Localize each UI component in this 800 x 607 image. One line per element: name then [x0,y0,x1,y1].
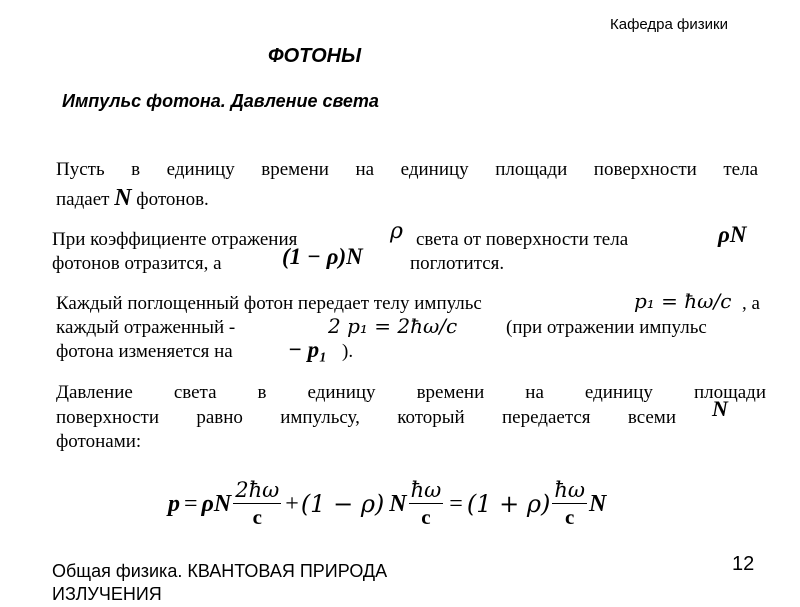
total-photons-symbol: N [712,396,728,421]
rho-symbol: ρ [390,219,403,244]
pressure-formula [168,478,606,530]
formula-fraction-1 [233,478,281,530]
paragraph-intro-line1: Пусть в единицу времени на единицу площади поверхности тела [56,159,758,180]
page-number: 12 [732,553,755,575]
reflection-momentum-note: (при отражении импульс [506,317,707,338]
section-subtitle: Импульс фотона. Давление света [62,91,379,111]
reflection-coefficient-text: При коэффициенте отражения [52,229,298,250]
formula-equals-2: = [449,490,463,517]
page-title: ФОТОНЫ [268,45,362,67]
course-footer-line2: ИЗЛУЧЕНИЯ [52,584,162,605]
formula-one-plus-rho: (1 + ρ) [466,490,551,518]
paragraph-pressure-line1: Давление света в единицу времени на единицу площади [56,382,766,403]
falls-text: падает [56,188,110,210]
momentum-change-text: фотона изменяется на [56,341,233,362]
formula-equals-1: = [184,490,198,517]
momentum-change-symbol: − p₁ [288,337,328,362]
photon-momentum-formula: p₁ = ħω/c [634,289,732,313]
reflected-momentum-formula: 2 p₁ = 2ħω/c [328,314,458,338]
formula-pressure-symbol: p [168,490,180,517]
absorbed-count-formula: (1 − ρ)N [282,244,363,269]
paragraph-momentum [56,286,768,366]
photons-reflected-text: фотонов отразится, а [52,253,222,274]
formula-numerator-2: ħω [410,478,442,502]
paragraph-reflection [52,219,772,284]
absorbed-photon-text: Каждый поглощенный фотон передает телу импульс [56,293,482,314]
formula-n-2: N [588,490,607,517]
photon-count-symbol: N [114,184,132,211]
formula-numerator-3: ħω [554,478,585,502]
formula-denominator-1: c [252,505,262,529]
reflected-photon-text: каждый отраженный - [56,317,236,338]
paragraph-pressure-line2: поверхности равно импульсу, который передается всеми [56,406,676,428]
closing-paren-text: ). [342,341,354,362]
light-from-surface-text: света от поверхности тела [416,229,629,250]
absorbed-text: поглотится. [410,253,505,274]
formula-one-minus-rho: (1 − ρ) [300,490,385,518]
formula-denominator-3: c [564,505,575,529]
and-text: , а [742,293,760,314]
paragraph-intro-line2 [56,183,758,214]
formula-fraction-3 [552,478,587,530]
paragraph-pressure [56,381,766,455]
paragraph-intro [56,158,758,214]
rho-n-symbol: ρN [718,222,747,247]
formula-plus: + [285,490,299,517]
course-footer-line1: Общая физика. КВАНТОВАЯ ПРИРОДА [52,561,388,581]
formula-denominator-2: c [421,505,431,529]
paragraph-pressure-line3: фотонами: [56,431,142,453]
formula-numerator-1: 2ħω [235,478,280,502]
formula-rho-n: ρN [201,490,232,517]
formula-fraction-2 [409,478,444,530]
photons-text: фотонов. [136,188,209,210]
department-label: Кафедра физики [610,16,728,33]
formula-n-1: N [389,490,407,517]
